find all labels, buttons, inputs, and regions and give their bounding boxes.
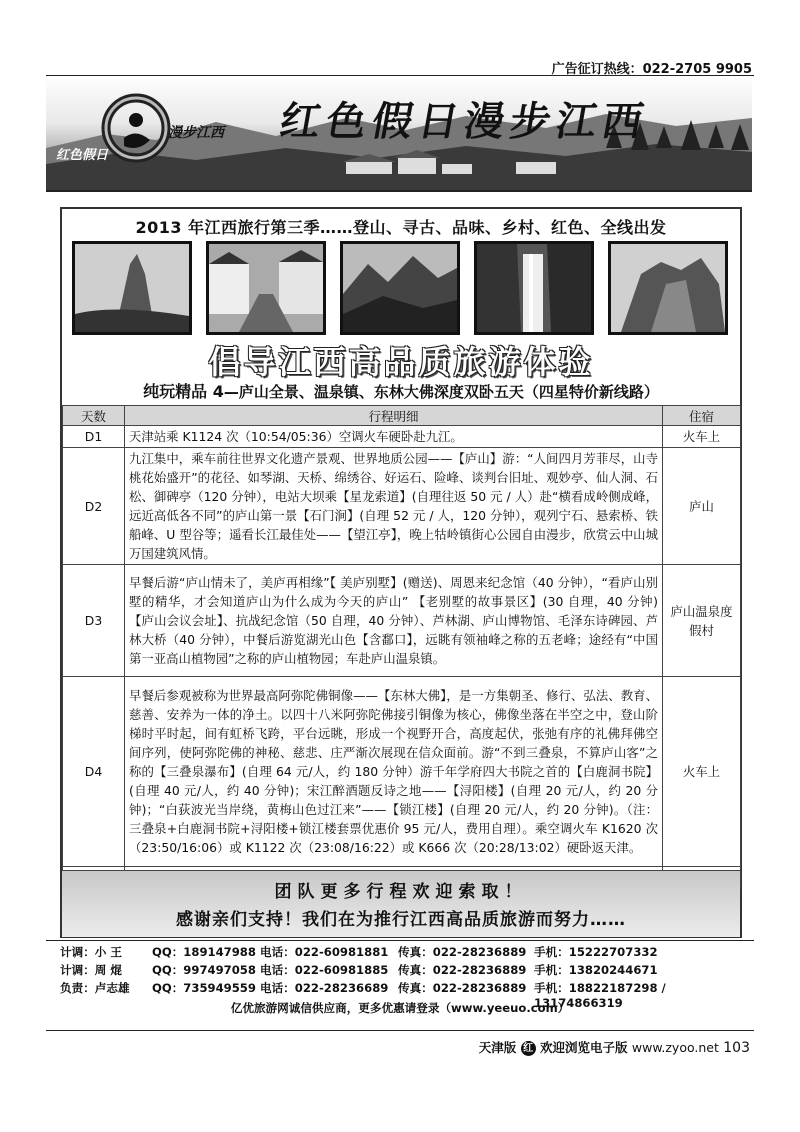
header-details: 行程明细 (125, 406, 663, 426)
photo-waterfall (474, 241, 594, 335)
photo-old-village (206, 241, 326, 335)
route-lead: 纯玩精品 4 (143, 382, 224, 401)
red-badge-icon: 红 (521, 1041, 536, 1056)
edition-label: 天津版 (478, 1040, 517, 1055)
footer-tagline: 欢迎浏览电子版 (540, 1040, 628, 1055)
header-banner (46, 78, 752, 192)
contact-fax: 传真：022-28236889 (398, 981, 527, 995)
contact-role: 负责：卢志雄 (60, 981, 130, 995)
page-number: 103 (723, 1040, 750, 1056)
table-row (63, 448, 741, 565)
header-days: 天数 (63, 406, 125, 426)
closing-line-1: 团队更多行程欢迎索取！ (274, 882, 528, 902)
itinerary-card (60, 207, 742, 938)
contact-row (60, 944, 740, 962)
route-detail: —庐山全景、温泉镇、东林大佛深度双卧五天（四星特价新线路） (223, 383, 659, 401)
day-cell: D4 (63, 677, 125, 867)
ad-hotline: 广告征订热线：022-2705 9905 (551, 62, 752, 77)
stay-cell: 火车上 (663, 426, 741, 448)
day-cell: D3 (63, 565, 125, 677)
contact-tel: 电话：022-60981885 (260, 963, 389, 977)
contact-role: 计调：小 王 (60, 945, 123, 959)
contacts-note: 亿优旅游网诚信供应商，更多优惠请登录（www.yeeuo.com） (230, 1001, 570, 1015)
closing-line-2: 感谢亲们支持！我们在为推行江西高品质旅游而努力…… (176, 910, 626, 930)
photo-strip (72, 241, 732, 337)
stay-cell: 火车上 (663, 677, 741, 867)
contact-fax: 传真：022-28236889 (398, 945, 527, 959)
logo-text: 漫步江西 (168, 125, 224, 141)
header-lodging: 住宿 (663, 406, 741, 426)
closing-banner (62, 870, 740, 937)
top-rule (46, 75, 754, 76)
photo-cliff (608, 241, 728, 335)
slogan: 倡导江西高品质旅游体验 (208, 343, 594, 381)
contact-qq: QQ：997497058 (152, 963, 256, 977)
day-cell: D2 (63, 448, 125, 565)
photo-mountain-range (340, 241, 460, 335)
logo-sub: 红色假日 (56, 148, 109, 163)
contact-tel: 电话：022-60981881 (260, 945, 389, 959)
contact-mobile: 手机：13820244671 (534, 963, 658, 977)
itinerary-table (62, 405, 741, 889)
contact-mobile: 手机：18822187298 / 13174866319 (534, 981, 666, 1010)
footer-site-link[interactable]: www.zyoo.net (631, 1040, 719, 1055)
contact-row (60, 962, 740, 980)
desc-cell: 天津站乘 K1124 次（10:54/05:36）空调火车硬卧赴九江。 (125, 426, 663, 448)
contact-fax: 传真：022-28236889 (398, 963, 527, 977)
headline: 2013 年江西旅行第三季……登山、寻古、品味、乡村、红色、全线出发 (135, 218, 667, 237)
table-row (63, 677, 741, 867)
contact-qq: QQ：735949559 (152, 981, 256, 995)
route-subtitle (62, 379, 740, 402)
contact-list (60, 944, 740, 1015)
divider (46, 1030, 754, 1031)
photo-mountain-peak (72, 241, 192, 335)
desc-cell: 九江集中，乘车前往世界文化遗产景观、世界地质公园——【庐山】游：“人间四月芳菲尽，山寺桃花始盛开”的花径、如琴湖、天桥、绵绣谷、好运石、险峰、谈判台旧址、观妙亭、仙人洞、石松、御碑亭（120 分钟），电站大坝乘【星龙索道】(自理往返 50 元 / 人）赴“横看成岭侧成峰，远近高低各不同”的庐山第一景【石门涧】(自理 52 元 / 人，120 分钟），观列宁石、悬索桥、铁船峰、U 型谷等；遥看长江最佳处——【望江亭】，晚上牯岭镇街心公园自由漫步，欣赏云中山城万国建筑风情。 (125, 448, 663, 565)
contact-role: 计调：周 焜 (60, 963, 123, 977)
contact-mobile: 手机：15222707332 (534, 945, 658, 959)
page-footer (479, 1038, 750, 1056)
contact-qq: QQ：189147988 (152, 945, 256, 959)
table-row (63, 565, 741, 677)
desc-cell: 早餐后参观被称为世界最高阿弥陀佛铜像——【东林大佛】，是一方集朝圣、修行、弘法、教育、慈善、安养为一体的净土。以四十八米阿弥陀佛接引铜像为核心，佛像坐落在半空之中，登山阶梯时平时起，间有虹桥飞跨，平台远眺，形成一个视野开合，高度起伏，张弛有序的礼佛拜佛空间序列，使阿弥陀佛的神秘、慈悲、庄严渐次展现在信众面前。游“不到三叠泉，不算庐山客”之称的【三叠泉瀑布】(自理 64 元/人，约 180 分钟）游千年学府四大书院之首的【白鹿洞书院】(自理 40 元/人，约 40 分钟)；宋江醉酒题反诗之地——【浔阳楼】(自理 20 元/人，约 20 分钟)；“白荻波光当岸绕，黄梅山色过江来”——【锁江楼】(自理 20 元/人，约 20 分钟)。（注：三叠泉+白鹿洞书院+浔阳楼+锁江楼套票优惠价 95 元/人，费用自理）。乘空调火车 K1620 次（23:50/16:06）或 K1122 次（23:08/16:22）或 K666 次（20:28/13:02）硬卧返天津。 (125, 677, 663, 867)
table-header-row (63, 406, 741, 426)
table-row (63, 426, 741, 448)
divider (46, 940, 754, 941)
stay-cell: 庐山 (663, 448, 741, 565)
contact-tel: 电话：022-28236689 (260, 981, 389, 995)
stay-cell: 庐山温泉度假村 (663, 565, 741, 677)
banner-title: 红色假日漫步江西 (276, 98, 653, 145)
day-cell: D1 (63, 426, 125, 448)
desc-cell: 早餐后游“庐山情未了，美庐再相缘”【 美庐别墅】(赠送)、周恩来纪念馆（40 分钟），“看庐山别墅的精华，才会知道庐山为什么成为今天的庐山” 【老别墅的故事景区】(30 自理，40 分钟)【庐山会议会址】、抗战纪念馆（50 自理，40 分钟）、芦林湖、庐山博物馆、毛泽东诗碑园、芦林大桥（40 分钟），中餐后游览湖光山色【含鄱口】，远眺有领袖峰之称的五老峰；途经有“中国第一亚高山植物园”之称的庐山植物园；车赴庐山温泉镇。 (125, 565, 663, 677)
